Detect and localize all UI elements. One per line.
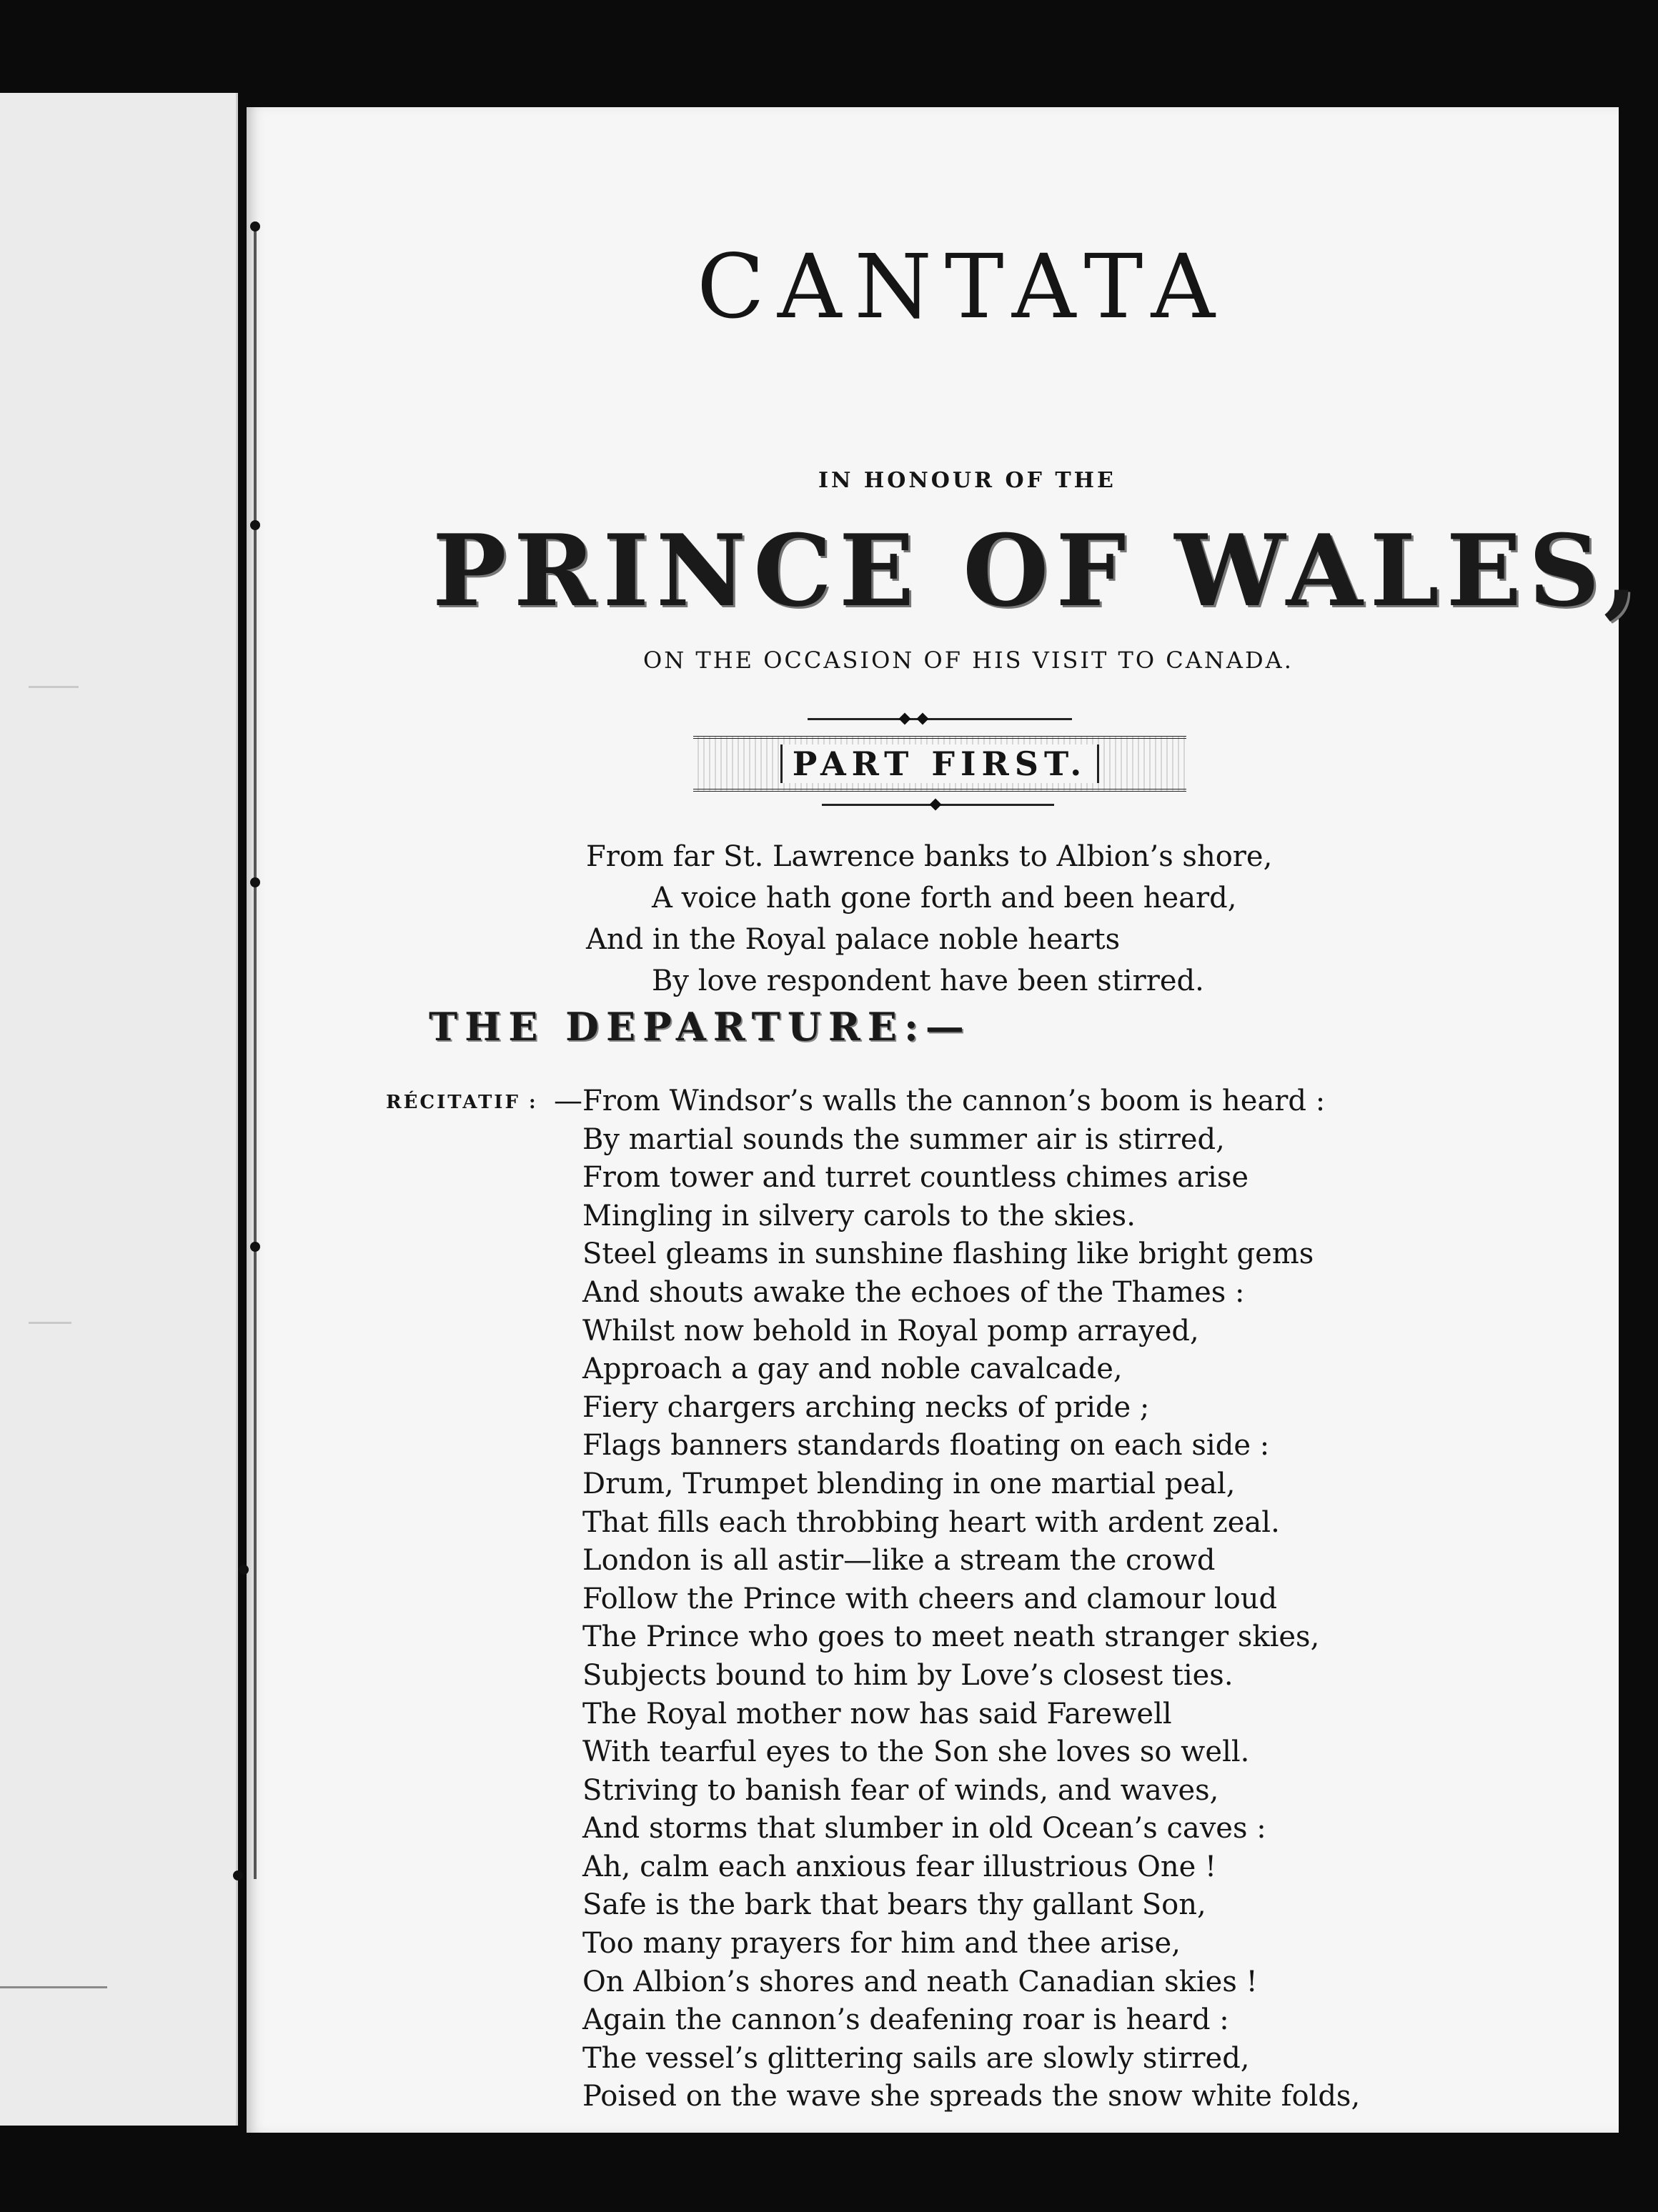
bleed-through-mark — [29, 1322, 71, 1324]
part-banner — [693, 736, 1186, 792]
binding-knot-icon — [250, 221, 260, 231]
verse-line: By love respondent have been stirred. — [652, 965, 1204, 997]
recitatif-line: That fills each throbbing heart with ardent zeal. — [582, 1505, 1280, 1539]
binding-knot-icon — [239, 1565, 249, 1575]
rule-ornament-icon — [899, 713, 911, 725]
recitatif-line: Ah, calm each anxious fear illustrious One ! — [582, 1850, 1217, 1883]
page — [247, 107, 1645, 2133]
recitatif-label: RÉCITATIF : — [386, 1092, 538, 1113]
rule-ornament-icon — [917, 713, 929, 725]
binding-knot-icon — [250, 520, 260, 530]
recitatif-line: The vessel’s glittering sails are slowly stirred, — [582, 2041, 1250, 2075]
binding-knot-icon — [250, 877, 260, 887]
recitatif-line: Approach a gay and noble cavalcade, — [582, 1352, 1123, 1386]
verse-line: And in the Royal palace noble hearts — [586, 923, 1121, 956]
recitatif-line: Mingling in silvery carols to the skies. — [582, 1199, 1136, 1232]
subtitle: IN HONOUR OF THE — [818, 468, 1116, 493]
recitatif-line: Follow the Prince with cheers and clamour loud — [582, 1582, 1278, 1615]
recitatif-line: Flags banners standards floating on each side : — [582, 1429, 1270, 1463]
recitatif-line: —From Windsor’s walls the cannon’s boom is heard : — [554, 1085, 1326, 1117]
recitatif-line: By martial sounds the summer air is stirred, — [582, 1122, 1225, 1156]
title: CANTATA — [697, 236, 1228, 339]
recitatif-line: And shouts awake the echoes of the Thames : — [582, 1275, 1245, 1309]
recitatif-text — [554, 1082, 1361, 2116]
bleed-through-mark — [29, 686, 79, 688]
opening-verse — [586, 836, 1272, 1002]
binding-knot-icon — [233, 1870, 243, 1880]
section-heading: THE DEPARTURE:— — [429, 1004, 971, 1050]
honoree-title: PRINCE OF WALES, — [432, 512, 1645, 629]
part-banner-label: PART FIRST. — [780, 744, 1100, 783]
bleed-through-mark — [0, 1986, 107, 1988]
recitatif-line: Too many prayers for him and thee arise, — [582, 1927, 1181, 1961]
recitatif-line: Subjects bound to him by Love’s closest ties. — [582, 1658, 1233, 1692]
recitatif-line: And storms that slumber in old Ocean’s caves : — [582, 1812, 1266, 1845]
recitatif-line: Whilst now behold in Royal pomp arrayed, — [582, 1314, 1199, 1347]
verse-line: A voice hath gone forth and been heard, — [652, 882, 1237, 915]
recitatif-line: From tower and turret countless chimes arise — [582, 1161, 1249, 1195]
recitatif-line: Drum, Trumpet blending in one martial peal, — [582, 1467, 1236, 1500]
binding-knot-icon — [250, 1242, 260, 1252]
rule-ornament-icon — [930, 799, 942, 811]
binding-thread — [254, 221, 257, 1879]
recitatif-line: With tearful eyes to the Son she loves so well. — [582, 1735, 1250, 1769]
recitatif-line: Fiery chargers arching necks of pride ; — [582, 1390, 1150, 1424]
previous-page-edge — [0, 93, 238, 2126]
recitatif-line: Steel gleams in sunshine flashing like bright gems — [582, 1237, 1314, 1271]
recitatif-line: Again the cannon’s deafening roar is heard : — [582, 2003, 1229, 2037]
recitatif-line: London is all astir—like a stream the crowd — [582, 1544, 1216, 1578]
recitatif-line: On Albion’s shores and neath Canadian skies ! — [582, 1965, 1258, 1998]
ornamental-rule — [808, 718, 1072, 720]
recitatif-line: Safe is the bark that bears thy gallant Son, — [582, 1888, 1206, 1922]
verse-line: From far St. Lawrence banks to Albion’s shore, — [586, 840, 1273, 873]
recitatif-line: Striving to banish fear of winds, and waves, — [582, 1773, 1219, 1807]
recitatif-line: The Prince who goes to meet neath stranger skies, — [582, 1620, 1320, 1654]
occasion-line: ON THE OCCASION OF HIS VISIT TO CANADA. — [643, 647, 1294, 674]
page-content — [247, 107, 1645, 2133]
recitatif-line: Poised on the wave she spreads the snow white folds, — [582, 2080, 1361, 2113]
recitatif-line: The Royal mother now has said Farewell — [582, 1697, 1172, 1730]
